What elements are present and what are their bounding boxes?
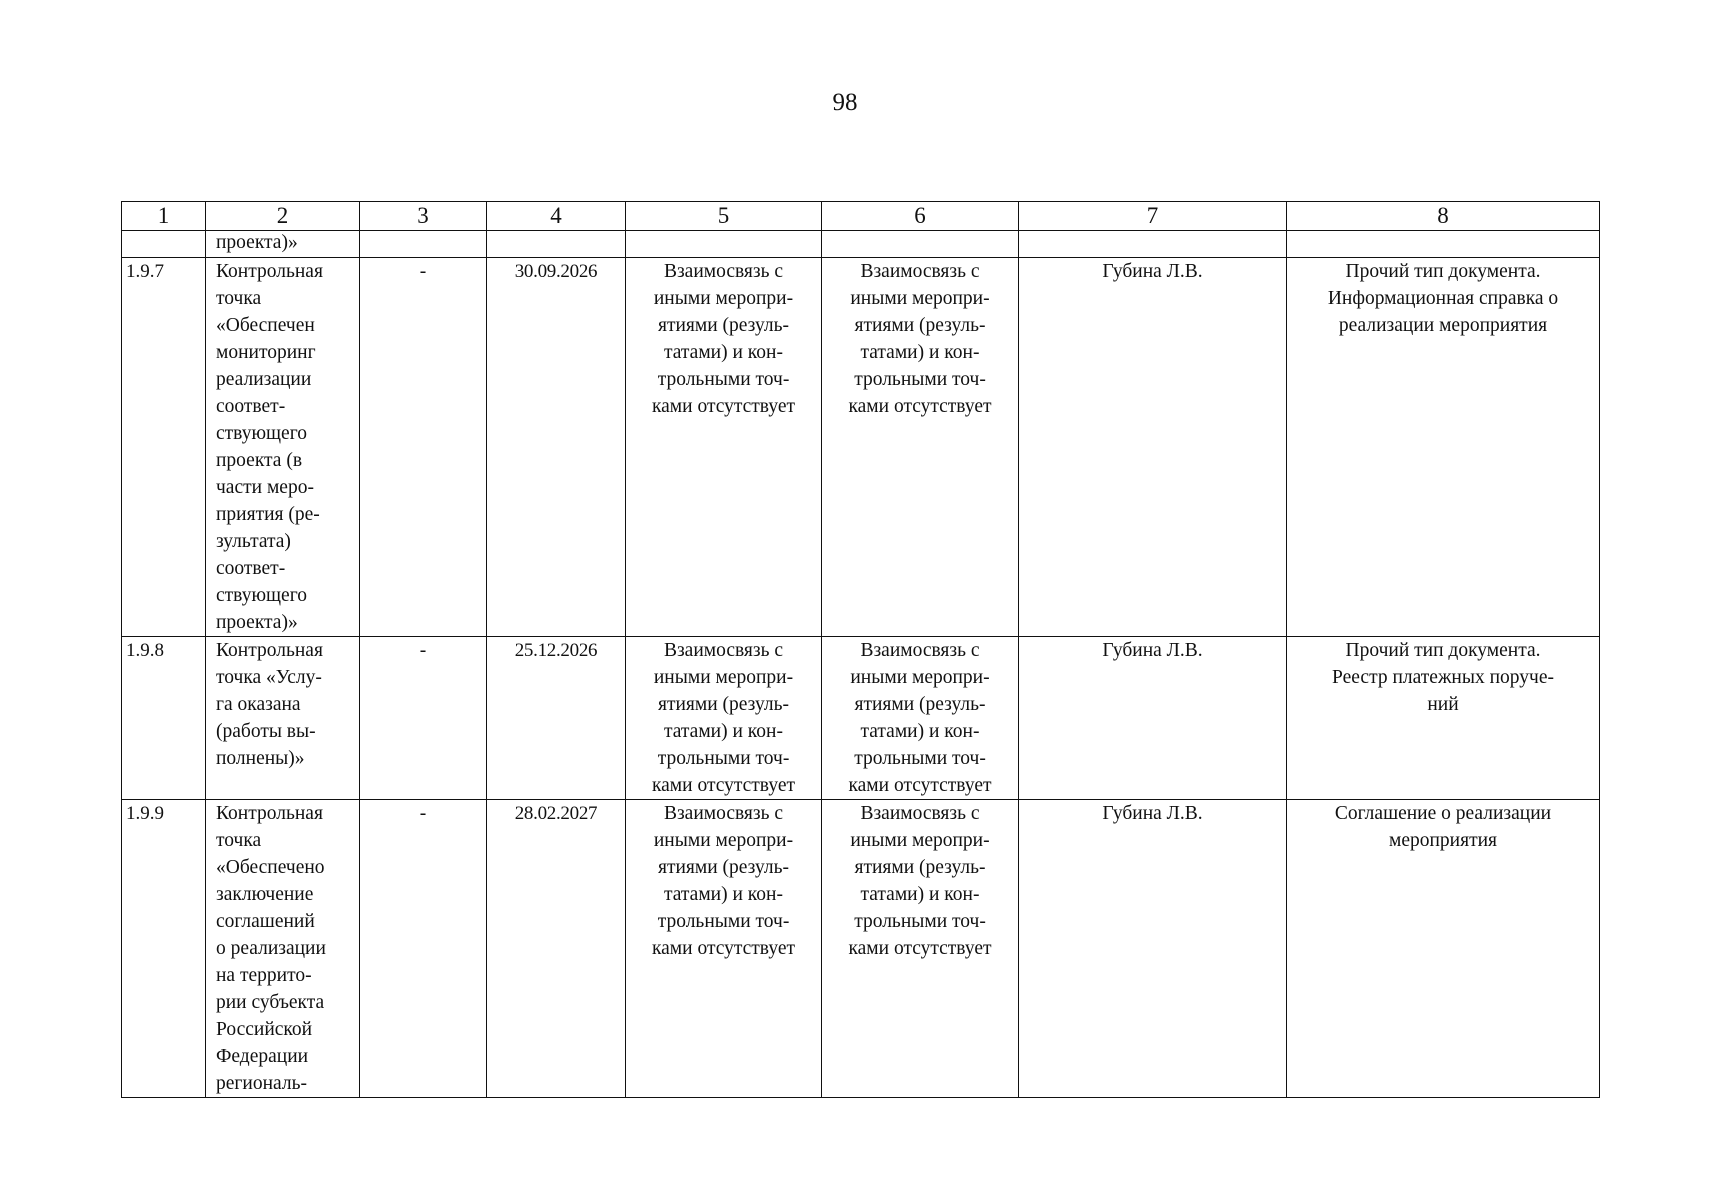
name-line: реализации <box>216 369 312 390</box>
column-header-row <box>122 202 1600 231</box>
relation-line: ятиями (резуль- <box>658 857 789 878</box>
relation-line: ками отсутствует <box>848 938 992 959</box>
name-line: Контрольная <box>216 640 323 661</box>
column-header: 5 <box>626 202 822 231</box>
relation-cell <box>626 637 822 800</box>
table-cell <box>822 231 1019 258</box>
relation-line: ятиями (резуль- <box>854 857 986 878</box>
relation-line: трольными точ- <box>854 369 986 390</box>
column-header: 7 <box>1019 202 1287 231</box>
page-number: 98 <box>832 89 858 116</box>
name-line: ствующего <box>216 585 307 606</box>
relation-line: иными меропри- <box>653 830 794 851</box>
relation-cell <box>822 800 1019 1098</box>
relation-line: иными меропри- <box>850 830 990 851</box>
relation-line: иными меропри- <box>653 667 794 688</box>
document-line: мероприятия <box>1388 830 1497 851</box>
name-line: проекта (в <box>216 450 303 471</box>
column-header: 4 <box>487 202 626 231</box>
table-cell <box>626 231 822 258</box>
name-line: (работы вы- <box>216 721 316 742</box>
table-cell <box>487 231 626 258</box>
relation-line: ками отсутствует <box>848 775 992 796</box>
name-line: соглашений <box>216 911 315 932</box>
relation-line: Взаимосвязь с <box>860 261 980 282</box>
name-line: рии субъекта <box>216 992 325 1013</box>
relation-line: ятиями (резуль- <box>854 694 986 715</box>
activities-table <box>121 201 1600 1098</box>
name-line: о реализации <box>216 938 326 959</box>
col3-cell: - <box>360 637 487 800</box>
name-cell <box>206 258 360 637</box>
table-cell <box>1287 231 1600 258</box>
document-line: Соглашение о реализации <box>1334 803 1552 824</box>
name-line: «Обеспечено <box>216 857 325 878</box>
name-line: точка <box>216 288 262 309</box>
table-cell <box>360 231 487 258</box>
name-line: точка <box>216 830 262 851</box>
table-cell <box>122 231 206 258</box>
relation-line: ками отсутствует <box>848 396 992 417</box>
name-line: мониторинг <box>216 342 316 363</box>
relation-line: ятиями (резуль- <box>658 694 789 715</box>
relation-line: Взаимосвязь с <box>663 261 784 282</box>
name-line: га оказана <box>216 694 301 715</box>
name-cell <box>206 637 360 800</box>
relation-line: трольными точ- <box>854 748 986 769</box>
name-cell <box>206 800 360 1098</box>
relation-cell <box>626 800 822 1098</box>
relation-line: иными меропри- <box>653 288 794 309</box>
name-line: проекта)» <box>216 232 298 253</box>
relation-line: татами) и кон- <box>860 884 980 905</box>
name-line: части меро- <box>216 477 314 498</box>
name-line: проекта)» <box>216 612 298 633</box>
relation-line: трольными точ- <box>657 748 790 769</box>
name-line: «Обеспечен <box>216 315 315 336</box>
column-header: 1 <box>122 202 206 231</box>
column-header: 6 <box>822 202 1019 231</box>
name-line: Федерации <box>216 1046 309 1067</box>
name-line: соответ- <box>216 396 286 417</box>
relation-line: Взаимосвязь с <box>663 803 784 824</box>
relation-line: иными меропри- <box>850 288 990 309</box>
relation-cell <box>822 637 1019 800</box>
column-header: 2 <box>206 202 360 231</box>
name-line: Контрольная <box>216 261 323 282</box>
table-cell <box>1019 231 1287 258</box>
responsible-cell: Губина Л.В. <box>1019 258 1287 637</box>
relation-cell <box>626 258 822 637</box>
document-cell <box>1287 800 1600 1098</box>
continuation-row <box>122 231 1600 258</box>
relation-line: татами) и кон- <box>860 721 980 742</box>
relation-line: ятиями (резуль- <box>854 315 986 336</box>
name-line: полнены)» <box>216 748 305 769</box>
name-line: Контрольная <box>216 803 323 824</box>
name-cell <box>206 231 360 258</box>
relation-line: татами) и кон- <box>664 721 783 742</box>
document-cell <box>1287 258 1600 637</box>
col3-cell: - <box>360 800 487 1098</box>
relation-line: трольными точ- <box>657 369 790 390</box>
document-cell <box>1287 637 1600 800</box>
column-header: 8 <box>1287 202 1600 231</box>
document-line: Прочий тип документа. <box>1345 640 1541 661</box>
table-row <box>122 637 1600 800</box>
document-line: Информационная справка о <box>1327 288 1559 309</box>
table-row <box>122 258 1600 637</box>
column-header: 3 <box>360 202 487 231</box>
name-line: точка «Услу- <box>216 667 322 688</box>
row-number: 1.9.8 <box>122 637 206 800</box>
relation-line: ками отсутствует <box>651 396 796 417</box>
responsible-cell: Губина Л.В. <box>1019 637 1287 800</box>
relation-line: татами) и кон- <box>664 884 783 905</box>
document-line: Реестр платежных поруче- <box>1332 667 1554 688</box>
relation-line: ками отсутствует <box>651 775 796 796</box>
relation-line: татами) и кон- <box>664 342 783 363</box>
col3-cell: - <box>360 258 487 637</box>
responsible-cell: Губина Л.В. <box>1019 800 1287 1098</box>
relation-line: иными меропри- <box>850 667 990 688</box>
name-line: на террито- <box>216 965 312 986</box>
row-number: 1.9.7 <box>122 258 206 637</box>
relation-line: Взаимосвязь с <box>663 640 784 661</box>
row-number: 1.9.9 <box>122 800 206 1098</box>
relation-line: ятиями (резуль- <box>658 315 789 336</box>
relation-line: Взаимосвязь с <box>860 640 980 661</box>
relation-cell <box>822 258 1019 637</box>
name-line: Российской <box>216 1019 313 1040</box>
relation-line: ками отсутствует <box>651 938 796 959</box>
relation-line: трольными точ- <box>854 911 986 932</box>
relation-line: трольными точ- <box>657 911 790 932</box>
table-row <box>122 800 1600 1098</box>
name-line: зультата) <box>216 531 291 552</box>
relation-line: Взаимосвязь с <box>860 803 980 824</box>
document-line: реализации мероприятия <box>1338 315 1548 336</box>
document-line: ний <box>1427 694 1459 715</box>
document-line: Прочий тип документа. <box>1345 261 1541 282</box>
name-line: региональ- <box>216 1073 307 1094</box>
relation-line: татами) и кон- <box>860 342 980 363</box>
name-line: приятия (ре- <box>216 504 320 525</box>
name-line: заключение <box>216 884 314 905</box>
date-cell: 25.12.2026 <box>487 637 626 800</box>
name-line: соответ- <box>216 558 286 579</box>
date-cell: 28.02.2027 <box>487 800 626 1098</box>
date-cell: 30.09.2026 <box>487 258 626 637</box>
name-line: ствующего <box>216 423 307 444</box>
